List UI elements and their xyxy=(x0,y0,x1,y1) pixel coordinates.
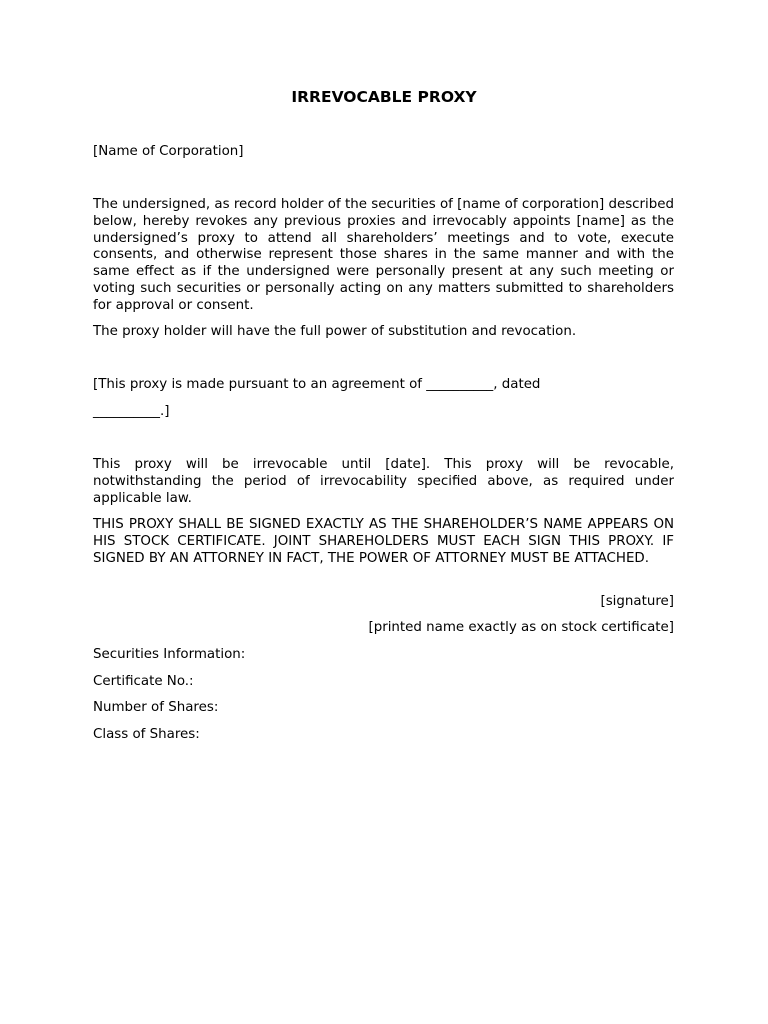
appointment-paragraph: The undersigned, as record holder of the securities of [name of corporation] described below, hereby revokes any previous proxies and irrevocably appoints [name] as the undersigned’s proxy to attend all shareholders’ meetings and to vote, execute consents, and otherwise represent those shares in the same manner and with the same effect as if the undersigned were personally present at any such meeting or voting such securities or personally acting on any matters submitted to shareholders for approval or consent. xyxy=(93,197,674,313)
agreement-line-2: __________.] xyxy=(93,404,170,419)
number-of-shares-label: Number of Shares: xyxy=(93,700,219,715)
printed-name-line-label: [printed name exactly as on stock certificate] xyxy=(368,620,674,635)
document-title: IRREVOCABLE PROXY xyxy=(291,88,477,106)
substitution-power-paragraph: The proxy holder will have the full power of substitution and revocation. xyxy=(93,324,577,339)
class-of-shares-label: Class of Shares: xyxy=(93,727,200,742)
agreement-line-1: [This proxy is made pursuant to an agreement of __________, dated xyxy=(93,377,541,392)
certificate-number-label: Certificate No.: xyxy=(93,674,194,689)
irrevocability-paragraph: This proxy will be irrevocable until [date]. This proxy will be revocable, notwithstanding the period of irrevocability specified above, as required under applicable law. xyxy=(93,457,674,506)
signature-line-label: [signature] xyxy=(600,594,674,609)
securities-information-heading: Securities Information: xyxy=(93,647,246,662)
corporation-name-placeholder: [Name of Corporation] xyxy=(93,144,244,159)
signing-instructions-paragraph: THIS PROXY SHALL BE SIGNED EXACTLY AS THE SHAREHOLDER’S NAME APPEARS ON HIS STOCK CERTIFICATE. JOINT SHAREHOLDERS MUST EACH SIGN THIS PROXY. IF SIGNED BY AN ATTORNEY IN FACT, THE POWER OF ATTORNEY MUST BE ATTACHED. xyxy=(93,517,674,566)
